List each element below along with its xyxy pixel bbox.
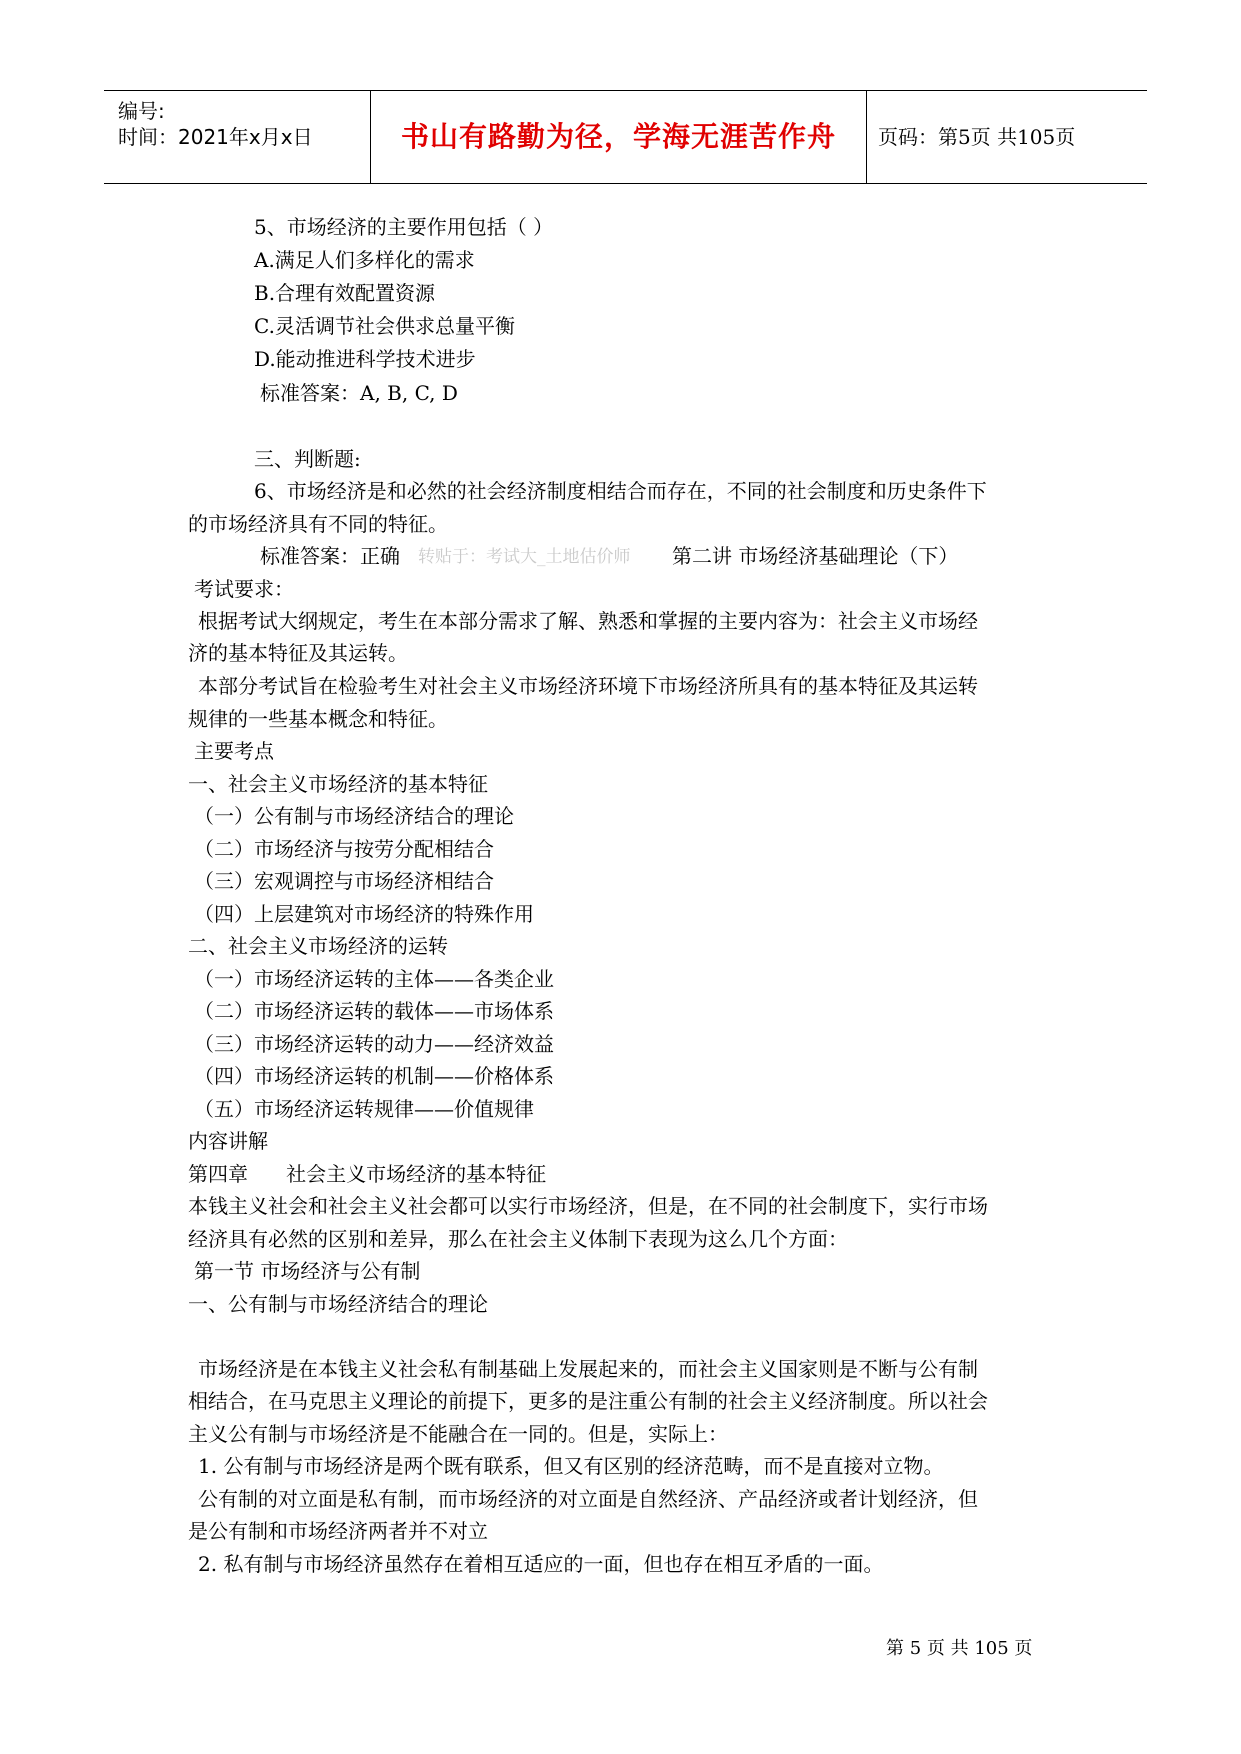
question-5: 5、市场经济的主要作用包括（ ） xyxy=(254,215,554,239)
paragraph-line: 是公有制和市场经济两者并不对立 xyxy=(188,1519,488,1543)
question-6-line1: 6、市场经济是和必然的社会经济制度相结合而存在，不同的社会制度和历史条件下 xyxy=(254,479,987,503)
numbered-point: 1. 公有制与市场经济是两个既有联系，但又有区别的经济范畴，而不是直接对立物。 xyxy=(198,1454,944,1478)
paragraph-line: 本部分考试旨在检验考生对社会主义市场经济环境下市场经济所具有的基本特征及其运转 xyxy=(198,674,978,698)
header-motto: 书山有路勤为径，学海无涯苦作舟 xyxy=(370,91,867,183)
key-points-heading: 主要考点 xyxy=(194,739,274,763)
paragraph-line: 公有制的对立面是私有制，而市场经济的对立面是自然经济、产品经济或者计划经济，但 xyxy=(198,1487,978,1511)
option-d: D.能动推进科学技术进步 xyxy=(254,347,476,371)
outline-item: 二、社会主义市场经济的运转 xyxy=(188,934,448,958)
numbered-point: 2. 私有制与市场经济虽然存在着相互适应的一面，但也存在相互矛盾的一面。 xyxy=(198,1552,884,1576)
header-page-label: 页码：第5页 共105页 xyxy=(878,125,1076,149)
outline-item: （二）市场经济与按劳分配相结合 xyxy=(194,837,494,861)
outline-item: （一）市场经济运转的主体——各类企业 xyxy=(194,967,554,991)
page-footer: 第 5 页 共 105 页 xyxy=(886,1638,1033,1659)
paragraph-line: 本钱主义社会和社会主义社会都可以实行市场经济，但是，在不同的社会制度下，实行市场 xyxy=(188,1194,988,1218)
section-heading: 第一节 市场经济与公有制 xyxy=(194,1259,421,1283)
document-time-label: 时间：2021年x月x日 xyxy=(118,125,313,149)
answer-6: 标准答案：正确 xyxy=(260,544,400,568)
outline-item: （四）上层建筑对市场经济的特殊作用 xyxy=(194,902,534,926)
outline-item: （五）市场经济运转规律——价值规律 xyxy=(194,1097,534,1121)
option-c: C.灵活调节社会供求总量平衡 xyxy=(254,314,515,338)
watermark-text: 转贴于：考试大_土地估价师 xyxy=(418,547,631,567)
outline-item: （三）宏观调控与市场经济相结合 xyxy=(194,869,494,893)
lecture-title: 第二讲 市场经济基础理论（下） xyxy=(672,544,959,568)
paragraph-line: 根据考试大纲规定，考生在本部分需求了解、熟悉和掌握的主要内容为：社会主义市场经 xyxy=(198,609,978,633)
outline-item: 一、社会主义市场经济的基本特征 xyxy=(188,772,488,796)
paragraph-line: 市场经济是在本钱主义社会私有制基础上发展起来的，而社会主义国家则是不断与公有制 xyxy=(198,1357,978,1381)
outline-item: （三）市场经济运转的动力——经济效益 xyxy=(194,1032,554,1056)
outline-item: （四）市场经济运转的机制——价格体系 xyxy=(194,1064,554,1088)
answer-5: 标准答案：A, B, C, D xyxy=(260,381,458,405)
question-6-line2: 的市场经济具有不同的特征。 xyxy=(188,512,448,536)
paragraph-line: 规律的一些基本概念和特征。 xyxy=(188,707,448,731)
page-header xyxy=(104,90,1147,184)
subsection-heading: 一、公有制与市场经济结合的理论 xyxy=(188,1292,488,1316)
paragraph-line: 经济具有必然的区别和差异，那么在社会主义体制下表现为这么几个方面： xyxy=(188,1227,848,1251)
option-b: B.合理有效配置资源 xyxy=(254,281,436,305)
paragraph-line: 济的基本特征及其运转。 xyxy=(188,641,408,665)
header-left-cell xyxy=(104,91,370,183)
exam-requirements-heading: 考试要求： xyxy=(194,577,294,601)
chapter-heading: 第四章 社会主义市场经济的基本特征 xyxy=(188,1162,547,1186)
paragraph-line: 相结合，在马克思主义理论的前提下，更多的是注重公有制的社会主义经济制度。所以社会 xyxy=(188,1389,988,1413)
section-judgment: 三、判断题: xyxy=(254,447,361,471)
outline-item: （二）市场经济运转的载体——市场体系 xyxy=(194,999,554,1023)
option-a: A.满足人们多样化的需求 xyxy=(254,248,475,272)
paragraph-line: 主义公有制与市场经济是不能融合在一同的。但是，实际上： xyxy=(188,1422,728,1446)
document-number-label: 编号: xyxy=(118,99,165,123)
content-explanation-heading: 内容讲解 xyxy=(188,1129,268,1153)
outline-item: （一）公有制与市场经济结合的理论 xyxy=(194,804,514,828)
